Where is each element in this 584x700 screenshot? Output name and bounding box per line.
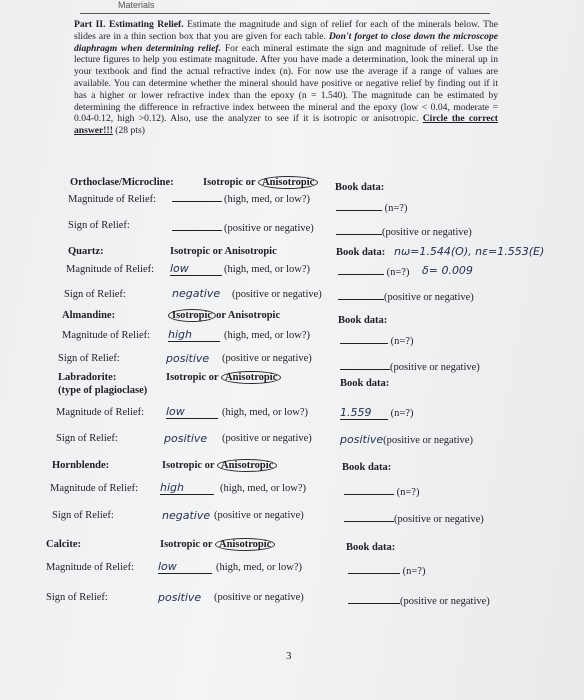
sign-answer-calcite[interactable]: positive: [158, 591, 202, 604]
anisotropic-circle-calcite[interactable]: Anisotropic: [215, 538, 275, 551]
hml-hint-quartz: (high, med, or low?): [224, 264, 311, 275]
magnitude-answer-orthoclase[interactable]: [172, 201, 222, 202]
instructions-bold-2: Circle the correct answer!!!: [74, 113, 498, 137]
binder-tab-label: Materials: [118, 0, 155, 10]
iso-option-almandine: Isotropic or Anisotropic: [168, 310, 280, 321]
sign-label-calcite: Sign of Relief:: [46, 592, 108, 603]
pn-hint-calcite: (positive or negative): [214, 592, 304, 603]
sign-answer-orthoclase[interactable]: [172, 230, 222, 231]
book-data-label-labradorite: Book data:: [340, 378, 390, 389]
pn-hint-hornblende: (positive or negative): [214, 510, 304, 521]
sign-label-orthoclase: Sign of Relief:: [68, 220, 130, 231]
magnitude-label-calcite: Magnitude of Relief:: [46, 562, 135, 573]
magnitude-answer-almandine[interactable]: high: [168, 328, 220, 342]
magnitude-answer-hornblende[interactable]: high: [160, 481, 214, 495]
sign-label-labradorite: Sign of Relief:: [56, 433, 118, 444]
section-title: Part II. Estimating Relief.: [74, 19, 184, 30]
book-pn-hint-almandine: (positive or negative): [390, 362, 480, 373]
pn-hint-orthoclase: (positive or negative): [224, 223, 314, 234]
book-data-answer-quartz[interactable]: nω=1.544(O), nε=1.553(E): [394, 245, 545, 258]
magnitude-label-quartz: Magnitude of Relief:: [66, 264, 155, 275]
book-data-label-orthoclase: Book data:: [335, 182, 385, 193]
iso-option-quartz: Isotropic or Anisotropic: [170, 246, 277, 257]
pn-hint-quartz: (positive or negative): [232, 289, 322, 300]
n-answer-quartz[interactable]: δ= 0.009: [422, 264, 473, 277]
book-sign-answer-orthoclase[interactable]: [336, 234, 382, 235]
mineral-name-hornblende: Hornblende:: [52, 460, 110, 471]
magnitude-label-almandine: Magnitude of Relief:: [62, 330, 151, 341]
n-answer-orthoclase[interactable]: [336, 210, 382, 211]
iso-option-calcite: Isotropic or Anisotropic: [160, 539, 275, 550]
hml-hint-orthoclase: (high, med, or low?): [224, 194, 311, 205]
mineral-name-labradorite: Labradorite:: [58, 372, 117, 383]
hml-hint-hornblende: (high, med, or low?): [220, 483, 307, 494]
magnitude-answer-labradorite[interactable]: low: [166, 405, 218, 419]
hml-hint-labradorite: (high, med, or low?): [222, 407, 309, 418]
book-pn-hint-calcite: (positive or negative): [400, 596, 490, 607]
book-sign-answer-almandine[interactable]: [340, 369, 390, 370]
book-pn-hint-hornblende: (positive or negative): [394, 514, 484, 525]
magnitude-label-orthoclase: Magnitude of Relief:: [68, 194, 157, 205]
magnitude-label-hornblende: Magnitude of Relief:: [50, 483, 139, 494]
hml-hint-almandine: (high, med, or low?): [224, 330, 311, 341]
mineral-subtitle-labradorite: (type of plagioclase): [58, 385, 148, 396]
n-hint-orthoclase: (n=?): [384, 203, 408, 214]
book-data-label-calcite: Book data:: [346, 542, 396, 553]
n-hint-labradorite: (n=?): [390, 408, 414, 419]
pn-hint-labradorite: (positive or negative): [222, 433, 312, 444]
sign-answer-labradorite[interactable]: positive: [164, 432, 208, 445]
book-data-label-almandine: Book data:: [338, 315, 388, 326]
hml-hint-calcite: (high, med, or low?): [216, 562, 303, 573]
anisotropic-circle-orthoclase[interactable]: Anisotropic: [258, 176, 318, 189]
mineral-name-orthoclase: Orthoclase/Microcline:: [70, 177, 174, 188]
instructions-text-2: For each mineral estimate the sign and magnitude of relief. Use the lecture figures to help you estimate magnitude. After you have made a determination, look the mineral up in your textbook and find the actual refractive index (n). For now use the average if a range of values are available. You can determine whether the mineral should have positive or negative relief by finding out if it has a higher or lower refractive index than the epoxy (n = 1.540). The magnitude can be estimated by determining the difference in refractive index between the mineral and the epoxy (low < 0.04, moderate = 0.04-0.12, high >0.12). Also, use the analyzer to see if it is isotropic or anisotropic.: [74, 42, 498, 125]
n-hint-almandine: (n=?): [390, 336, 414, 347]
magnitude-label-labradorite: Magnitude of Relief:: [56, 407, 145, 418]
sign-answer-quartz[interactable]: negative: [172, 287, 221, 300]
instructions-text-1: Estimate the magnitude and sign of relief for each of the minerals below. The slides are in a thin section box that you are given for each table.: [74, 19, 498, 42]
iso-option-orthoclase: Isotropic or Anisotropic: [203, 177, 318, 188]
n-hint-calcite: (n=?): [402, 566, 426, 577]
mineral-name-calcite: Calcite:: [46, 539, 81, 550]
sign-answer-almandine[interactable]: positive: [166, 352, 210, 365]
anisotropic-circle-labradorite[interactable]: Anisotropic: [221, 371, 281, 384]
sign-label-quartz: Sign of Relief:: [64, 289, 126, 300]
sign-label-almandine: Sign of Relief:: [58, 353, 120, 364]
iso-option-labradorite: Isotropic or Anisotropic: [166, 372, 281, 383]
instructions-paragraph: [74, 19, 498, 137]
n-answer-hornblende[interactable]: [344, 494, 394, 495]
book-data-label-quartz: Book data:: [336, 247, 386, 258]
book-pn-hint-labradorite: (positive or negative): [383, 435, 473, 446]
isotropic-circle-almandine[interactable]: Isotropic: [168, 309, 216, 322]
book-sign-answer-labradorite[interactable]: positive: [340, 433, 384, 446]
n-hint-hornblende: (n=?): [396, 487, 420, 498]
page-number: 3: [286, 650, 292, 662]
instructions-bold-1: Don't forget to close down the microscope diaphragm when determining relief.: [74, 30, 498, 54]
book-sign-answer-calcite[interactable]: [348, 603, 400, 604]
mineral-name-almandine: Almandine:: [62, 310, 116, 321]
magnitude-answer-quartz[interactable]: low: [170, 262, 222, 276]
book-sign-answer-hornblende[interactable]: [344, 521, 394, 522]
book-pn-hint-quartz: (positive or negative): [384, 292, 474, 303]
book-sign-answer-quartz[interactable]: [338, 299, 384, 300]
anisotropic-circle-hornblende[interactable]: Anisotropic: [217, 459, 277, 472]
n-answer-labradorite[interactable]: 1.559: [340, 406, 388, 420]
magnitude-answer-calcite[interactable]: low: [158, 560, 212, 574]
n-answer-calcite[interactable]: [348, 573, 400, 574]
sign-label-hornblende: Sign of Relief:: [52, 510, 114, 521]
book-pn-hint-orthoclase: (positive or negative): [382, 227, 472, 238]
mineral-name-quartz: Quartz:: [68, 246, 104, 257]
n-hint-quartz: (n=?): [386, 267, 410, 278]
iso-option-hornblende: Isotropic or Anisotropic: [162, 460, 277, 471]
pn-hint-almandine: (positive or negative): [222, 353, 312, 364]
points-label: (28 pts): [112, 125, 145, 137]
header-rule: [80, 13, 490, 14]
sign-answer-hornblende[interactable]: negative: [162, 509, 211, 522]
book-data-label-hornblende: Book data:: [342, 462, 392, 473]
n-answer-almandine[interactable]: [340, 343, 388, 344]
